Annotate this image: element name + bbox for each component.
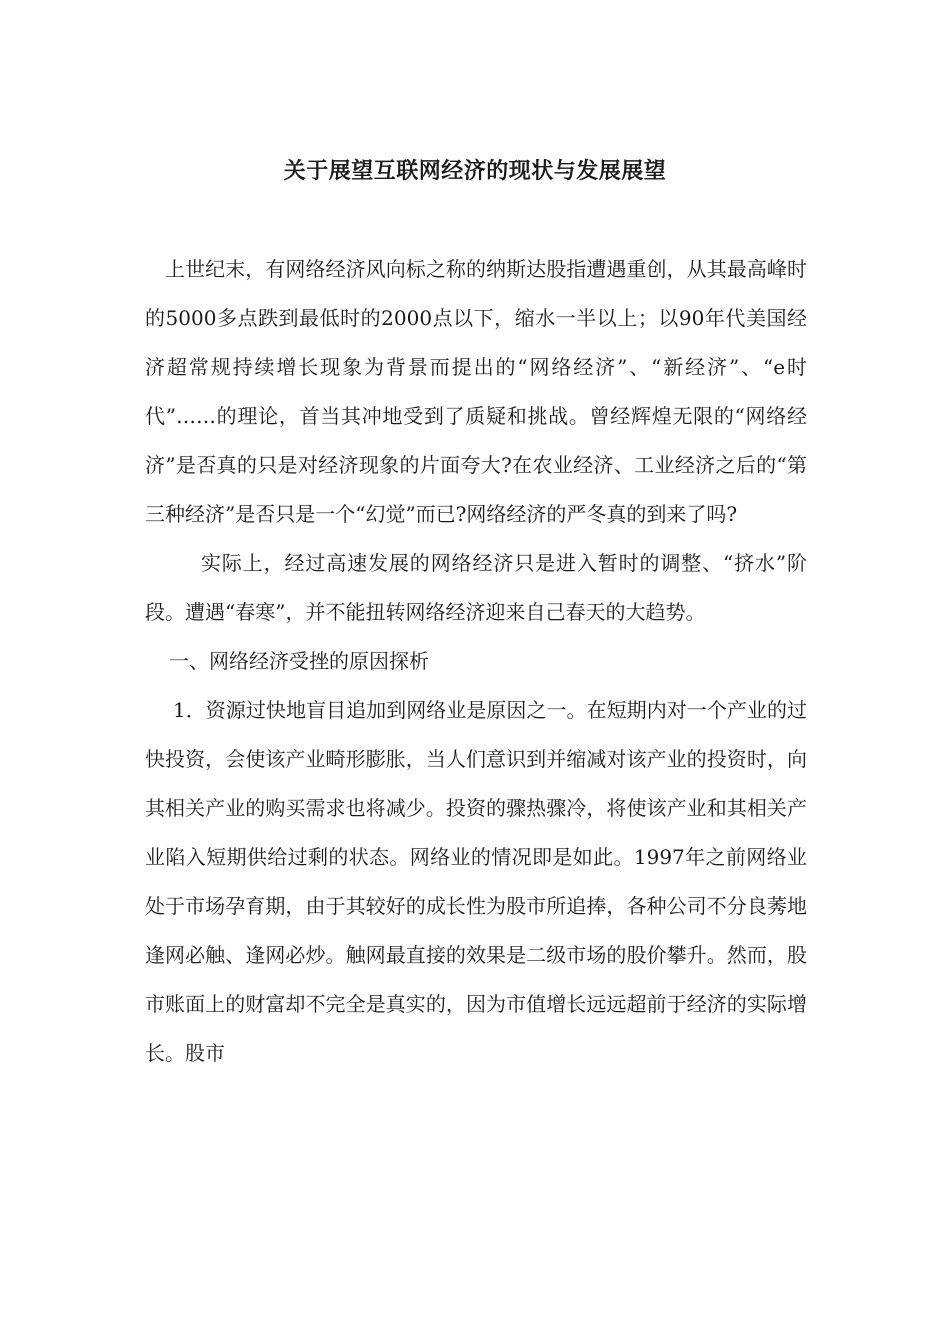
paragraph-intro: 上世纪末，有网络经济风向标之称的纳斯达股指遭遇重创，从其最高峰时的5000多点跌到最低时的2000点以下，缩水一半以上；以90年代美国经济超常规持续增长现象为背景而提出的“网络经济”、“新经济”、“e时代”……的理论，首当其冲地受到了质疑和挑战。曾经辉煌无限的“网络经济”是否真的只是对经济现象的片面夸大?在农业经济、工业经济之后的“第三种经济”是否只是一个“幻觉”而已?网络经济的严冬真的到来了吗? [145,257,807,526]
paragraph-reason-1: 1．资源过快地盲目追加到网络业是原因之一。在短期内对一个产业的过快投资，会使该产业畸形膨胀，当人们意识到并缩减对该产业的投资时，向其相关产业的购买需求也将减少。投资的骤热骤冷，将使该产业和其相关产业陷入短期供给过剩的状态。网络业的情况即是如此。1997年之前网络业处于市场孕育期，由于其较好的成长性为股市所追捧，各种公司不分良莠地逢网必触、逢网必炒。触网最直接的效果是二级市场的股价攀升。然而，股市账面上的财富却不完全是真实的，因为市值增长远远超前于经济的实际增长。股市 [145,698,807,1065]
document-title: 关于展望互联网经济的现状与发展展望 [283,159,667,184]
paragraph-reality: 实际上，经过高速发展的网络经济只是进入暂时的调整、“挤水”阶段。遭遇“春寒”，并不能扭转网络经济迎来自己春天的大趋势。 [145,551,807,624]
section-heading: 一、网络经济受挫的原因探析 [169,649,429,673]
document-body [145,245,807,1078]
